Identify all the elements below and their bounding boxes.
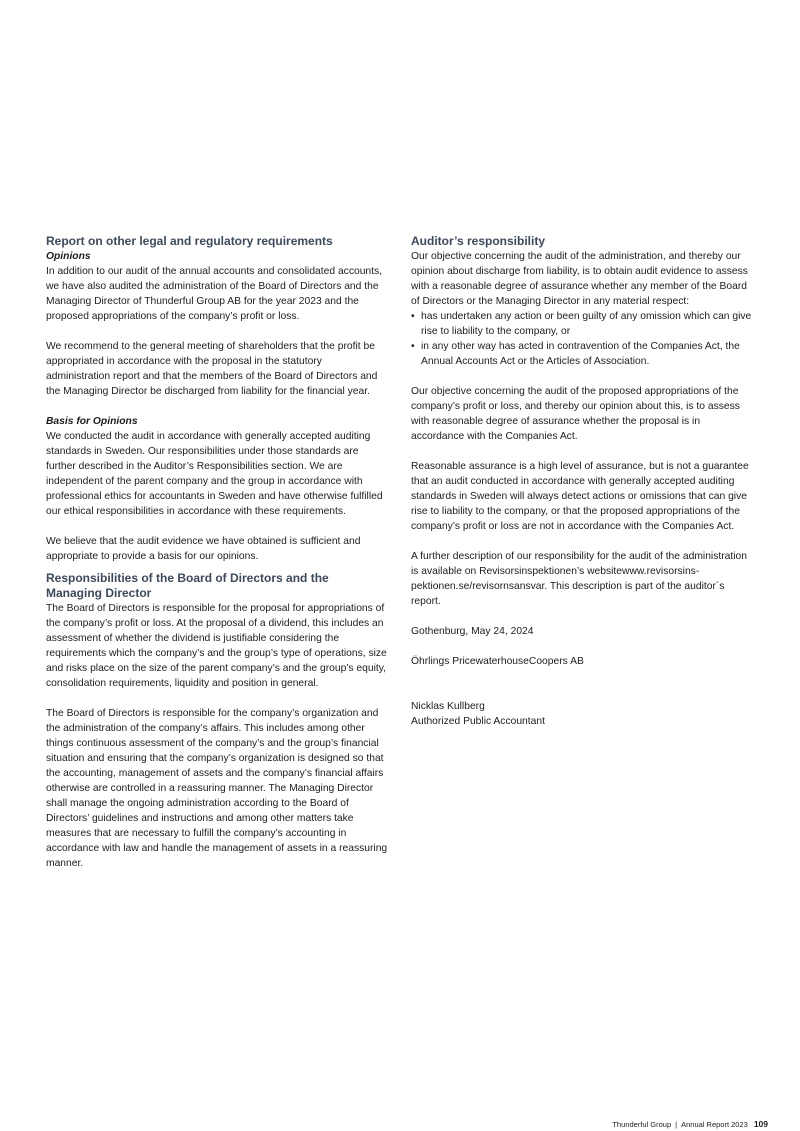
- paragraph-board-resp-2: The Board of Directors is responsible for the company’s organization and the administration of the company’s affairs. This includes among other things continuous assessment of the company’s and the group’s financial situation and ensuring that the company’s organization is designed so that the accounting, management of assets and the company’s financial affairs otherwise are controlled in a reassuring manner. The Managing Director shall manage the ongoing administration according to the Board of Directors’ guidelines and instructions and among other matters take measures that are necessary to fulfill the company’s accounting in accordance with law and handle the management of assets in a reassuring manner.: [46, 708, 388, 869]
- bullet-item: • has undertaken any action or been guilty of any omission which can give rise to liability to the company, or: [411, 309, 753, 339]
- paragraph-basis-1: We conducted the audit in accordance with generally accepted auditing standards in Sweden. Our responsibilities under those standards are further described in the Auditor’s Responsibilities section. We are independent of the parent company and the group in accordance with professional ethics for accountants in Sweden and have otherwise fulfilled our ethical responsibilities in accordance with these requirements.: [46, 431, 383, 517]
- subheading-opinions: Opinions: [46, 251, 91, 262]
- place-and-date: Gothenburg, May 24, 2024: [411, 626, 534, 637]
- bullet-list: [411, 309, 753, 369]
- page-number: 109: [753, 1119, 768, 1129]
- paragraph-basis-2: We believe that the audit evidence we have obtained is sufficient and appropriate to provide a basis for our opinions.: [46, 536, 361, 562]
- signer-name: Nicklas Kullberg: [411, 701, 485, 712]
- footer-report-title: Annual Report 2023: [681, 1120, 748, 1129]
- page-footer: [560, 1119, 768, 1130]
- right-column: [411, 234, 753, 729]
- paragraph-board-resp-1: The Board of Directors is responsible for the proposal for appropriations of the company’s profit or loss. At the proposal of a dividend, this includes an assessment of whether the dividend is justifiable considering the requirements which the company’s and the group’s type of operations, size and risks place on the size of the parent company’s and the group’s equity, consolidation requirements, liquidity and position in general.: [46, 603, 387, 689]
- paragraph-auditor-2: Our objective concerning the audit of the proposed appropriations of the company’s profit or loss, and thereby our opinion about this, is to assess with reasonable degree of assurance whether the proposal is in accordance with the Companies Act.: [411, 386, 740, 442]
- heading-other-legal-requirements: Report on other legal and regulatory requirements: [46, 234, 333, 248]
- subheading-basis-for-opinions: Basis for Opinions: [46, 416, 138, 427]
- footer-separator: |: [675, 1120, 678, 1129]
- audit-firm-name: Öhrlings PricewaterhouseCoopers AB: [411, 656, 584, 667]
- paragraph-auditor-1: Our objective concerning the audit of the administration, and thereby our opinion about discharge from liability, is to obtain audit evidence to assess with a reasonable degree of assurance whether any member of the Board of Directors or the Managing Director in any material respect:: [411, 251, 748, 307]
- bullet-item: • in any other way has acted in contravention of the Companies Act, the Annual Accounts Act or the Articles of Association.: [411, 339, 753, 369]
- signer-title: Authorized Public Accountant: [411, 716, 545, 727]
- paragraph-auditor-3: Reasonable assurance is a high level of assurance, but is not a guarantee that an audit conducted in accordance with generally accepted auditing standards in Sweden will always detect actions or omissions that can give rise to liability to the company, or that the proposed appropriations of the company’s profit or loss are not in accordance with the Companies Act.: [411, 461, 749, 532]
- paragraph-opinions-2: We recommend to the general meeting of shareholders that the profit be appropriated in accordance with the proposal in the statutory administration report and that the members of the Board of Directors and the Managing Director be discharged from liability for the financial year.: [46, 341, 378, 397]
- paragraph-opinions-1: In addition to our audit of the annual accounts and consolidated accounts, we have also audited the administration of the Board of Directors and the Managing Director of Thunderful Group AB for the year 2023 and the proposed appropriations of the company’s profit or loss.: [46, 266, 383, 322]
- heading-auditor-responsibility: Auditor’s responsibility: [411, 234, 546, 248]
- left-column: [46, 234, 388, 871]
- heading-board-responsibilities: Responsibilities of the Board of Directors and the Managing Director: [46, 571, 329, 600]
- paragraph-auditor-4: A further description of our responsibility for the audit of the administration is available on Revisorsinspektionen’s websitewww.revisorsinspektionen.se/revisornsansvar. This description is part of the auditor´s report.: [411, 551, 747, 607]
- footer-company: Thunderful Group: [612, 1120, 672, 1129]
